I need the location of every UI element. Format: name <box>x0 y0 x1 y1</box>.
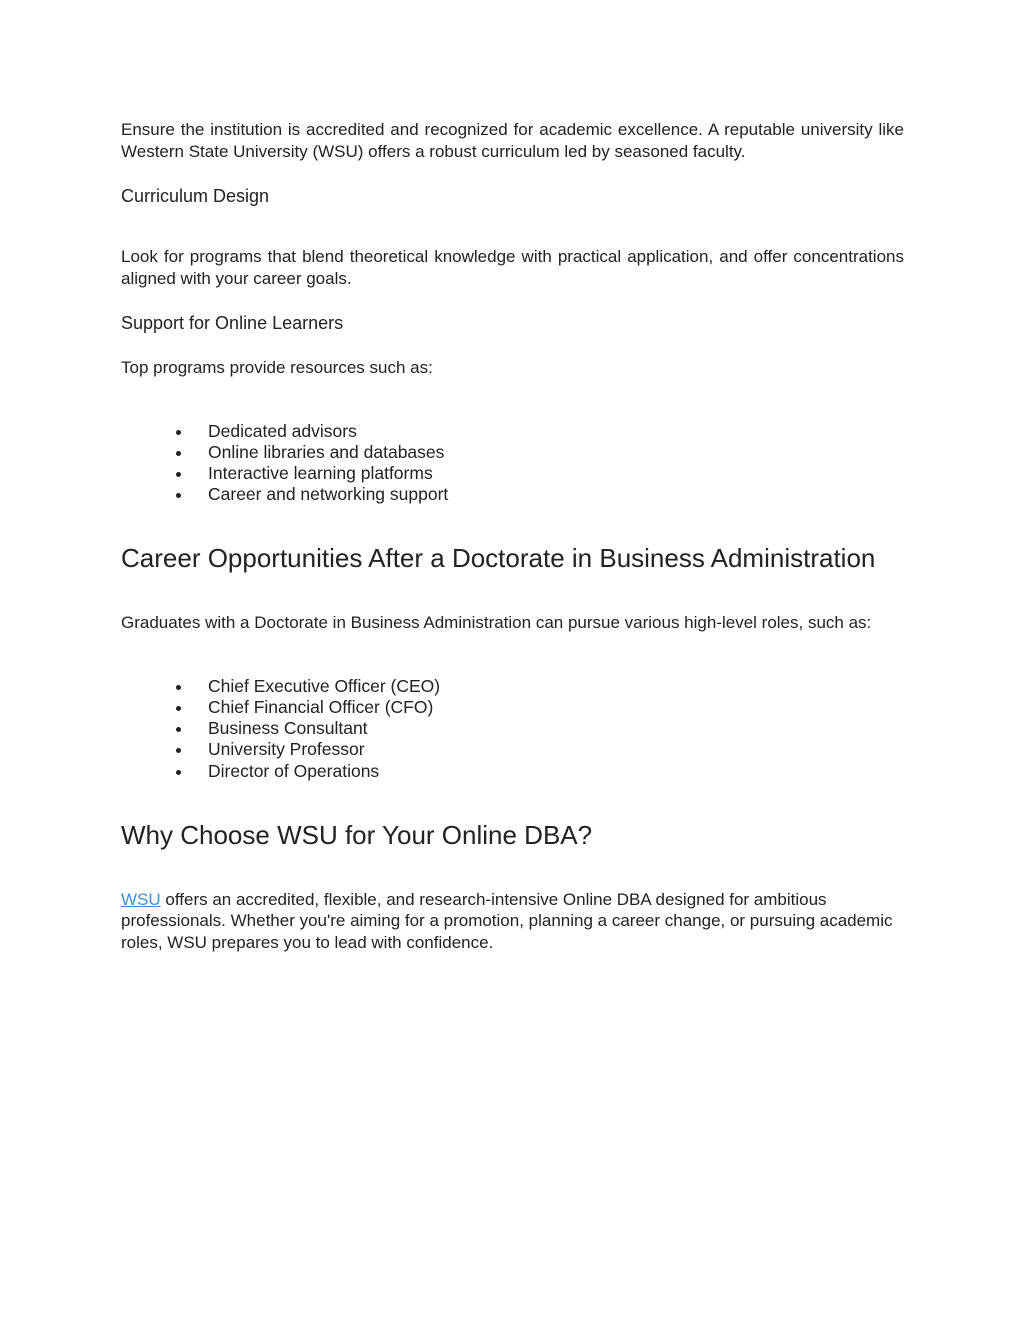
support-list <box>121 421 904 506</box>
list-item: Career and networking support <box>208 484 904 505</box>
list-item: Business Consultant <box>208 718 904 739</box>
list-item: Chief Executive Officer (CEO) <box>208 676 904 697</box>
list-item: Interactive learning platforms <box>208 463 904 484</box>
why-heading: Why Choose WSU for Your Online DBA? <box>121 819 593 850</box>
why-text: offers an accredited, flexible, and research-intensive Online DBA designed for ambitious professionals. Whether you're aiming for a promotion, planning a career change, or pursuing academic roles, WSU prepares you to lead with confidence. <box>121 889 893 952</box>
curriculum-heading: Curriculum Design <box>121 186 270 206</box>
wsu-link[interactable]: WSU <box>121 889 161 909</box>
support-intro: Top programs provide resources such as: <box>121 358 433 377</box>
career-intro: Graduates with a Doctorate in Business Administration can pursue various high-level roles, such as: <box>121 613 872 633</box>
support-heading: Support for Online Learners <box>121 313 344 333</box>
career-list <box>121 676 904 782</box>
intro-paragraph: Ensure the institution is accredited and recognized for academic excellence. A reputable university like Western State University (WSU) offers a robust curriculum led by seasoned faculty. <box>121 120 904 161</box>
document-body <box>121 119 904 953</box>
list-item: Online libraries and databases <box>208 442 904 463</box>
list-item: Chief Financial Officer (CFO) <box>208 697 904 718</box>
list-item: Dedicated advisors <box>208 421 904 442</box>
list-item: Director of Operations <box>208 761 904 782</box>
why-paragraph <box>121 889 904 954</box>
career-heading: Career Opportunities After a Doctorate in Business Administration <box>121 543 876 574</box>
curriculum-paragraph: Look for programs that blend theoretical knowledge with practical application, and offer concentrations aligned with your career goals. <box>121 247 904 288</box>
list-item: University Professor <box>208 739 904 760</box>
